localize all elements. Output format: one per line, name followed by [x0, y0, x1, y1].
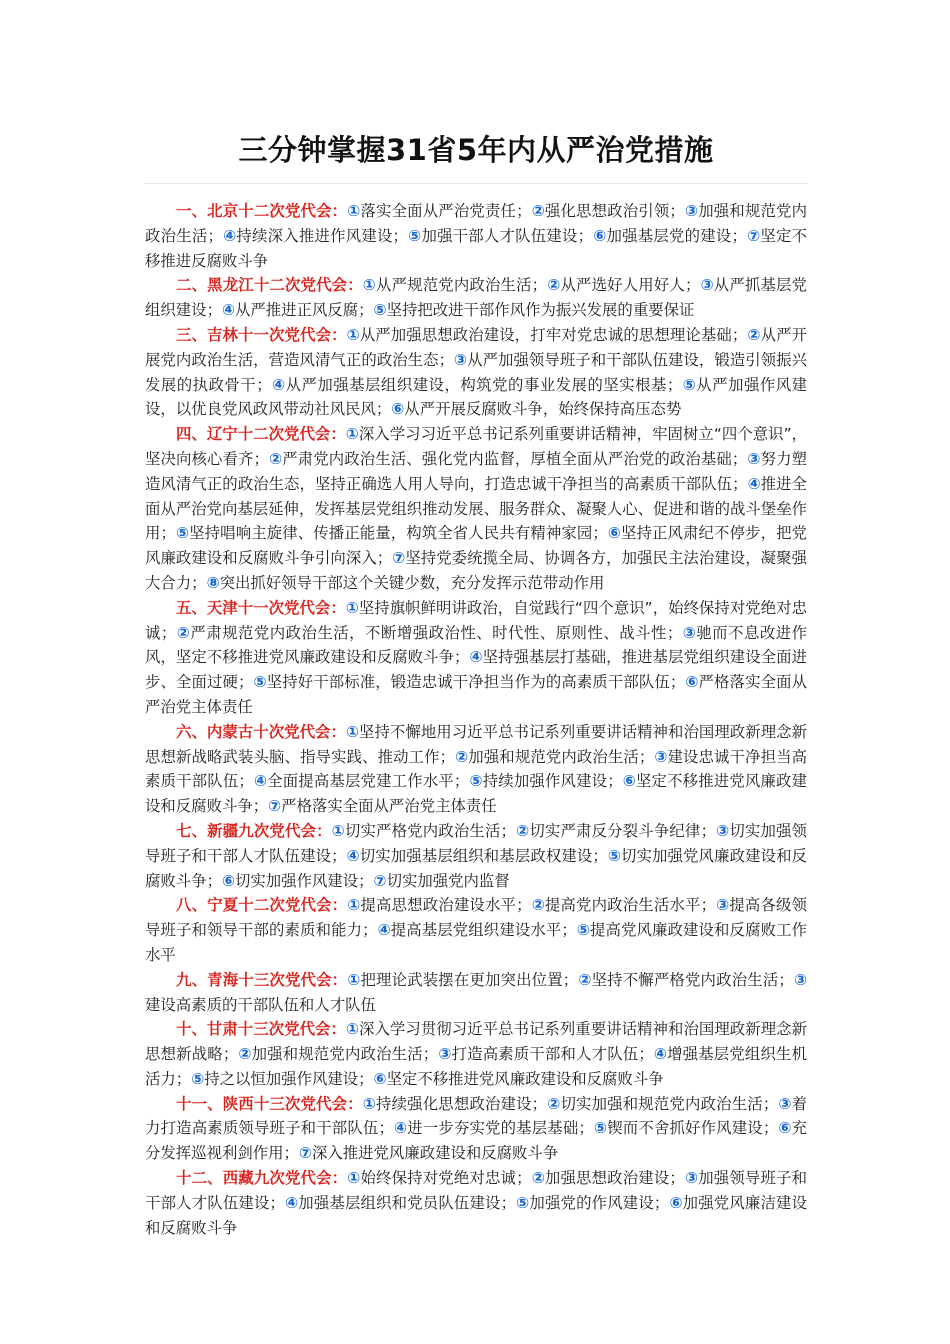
item-text: 进一步夯实党的基层基础；	[407, 1119, 594, 1138]
item-number: ②	[747, 325, 761, 344]
item-text: 提高思想政治建设水平；	[360, 896, 532, 915]
item-number: ⑤	[175, 524, 190, 543]
item-number: ②	[531, 1169, 545, 1188]
item-number: ①	[345, 722, 360, 741]
item-text: 加强党的作风建设；	[529, 1193, 670, 1212]
item-number: ④	[271, 375, 286, 394]
item-number: ②	[578, 970, 592, 989]
item-number: ⑥	[221, 871, 235, 890]
item-text: 强化思想政治引领；	[544, 202, 685, 220]
item-text: 从严抓基层党组织建设；	[145, 276, 808, 320]
item-number: ③	[654, 747, 668, 766]
section-heading: 九、青海十三次党代会：	[176, 970, 348, 989]
item-number: ③	[700, 276, 714, 295]
item-number: ①	[345, 1020, 360, 1039]
item-number: ⑤	[607, 846, 622, 865]
section-heading: 十二、西藏九次党代会：	[176, 1169, 348, 1188]
item-number: ③	[453, 350, 468, 369]
item-text: 从严推进正风反腐；	[235, 301, 374, 320]
item-number: ④	[747, 474, 761, 493]
item-text: 坚持正风肃纪不停步，把党风廉政建设和反腐败斗争引向深入；	[145, 524, 807, 568]
item-number: ⑤	[682, 375, 697, 394]
item-number: ③	[438, 1045, 452, 1064]
item-text: 把理论武装摆在更加突出位置；	[360, 970, 579, 989]
item-text: 全面提高基层党建工作水平；	[267, 772, 470, 791]
item-number: ⑥	[593, 226, 607, 245]
item-text: 从严加强基层组织建设，构筑党的事业发展的坚实根基；	[285, 375, 683, 394]
item-number: ①	[345, 425, 359, 444]
item-text: 深入学习贯彻习近平总书记系列重要讲话精神和治国理政新理念新思想新战略；	[145, 1020, 807, 1064]
item-number: ④	[393, 1119, 408, 1138]
item-text: 切实加强作风建设；	[235, 871, 374, 890]
item-text: 从严加强作风建设，以优良党风政风带动社风民风；	[145, 375, 807, 419]
item-number: ①	[347, 1169, 361, 1188]
item-number: ②	[531, 896, 545, 915]
item-text: 落实全面从严治党责任；	[360, 202, 532, 220]
item-text: 增强基层党组织生机活力；	[145, 1045, 807, 1088]
item-number: ⑧	[206, 573, 220, 592]
section-heading: 一、北京十二次党代会：	[176, 202, 348, 220]
item-number: ④	[346, 846, 360, 865]
item-text: 提高党风廉政建设和反腐败工作水平	[145, 921, 807, 964]
item-number: ⑥	[373, 1069, 387, 1088]
section-paragraph	[145, 199, 807, 273]
section-heading: 四、辽宁十二次党代会：	[176, 425, 346, 444]
item-text: 切实加强党内监督	[386, 871, 510, 890]
item-text: 提高党内政治生活水平；	[544, 896, 716, 915]
item-text: 充分发挥巡视利剑作用；	[145, 1119, 807, 1163]
document-title: 三分钟掌握31省5年内从严治党措施	[238, 133, 714, 167]
item-text: 从严加强思想政治建设，打牢对党忠诚的思想理论基础；	[359, 325, 748, 344]
item-number: ②	[547, 276, 561, 295]
item-number: ①	[347, 202, 361, 220]
item-number: ⑤	[576, 921, 590, 940]
item-text: 从严规范党内政治生活；	[376, 276, 548, 295]
item-text: 推进全面从严治党向基层延伸，发挥基层党组织推动发展、服务群众、凝聚人心、促进和谐的战斗堡垒作用；	[145, 474, 807, 543]
item-number: ⑤	[407, 226, 422, 245]
section-paragraph	[145, 893, 807, 967]
item-text: 持续深入推进作风建设；	[236, 226, 408, 245]
item-text: 坚持好干部标准，锻造忠诚干净担当作为的高素质干部队伍；	[266, 673, 686, 692]
item-number: ⑤	[191, 1069, 205, 1088]
item-text: 持续强化思想政治建设；	[376, 1094, 548, 1113]
item-text: 切实严肃反分裂斗争纪律；	[529, 821, 716, 840]
item-number: ⑦	[268, 797, 282, 816]
section-heading: 二、黑龙江十二次党代会：	[176, 276, 363, 295]
item-text: 持之以恒加强作风建设；	[204, 1069, 374, 1088]
item-text: 坚持把改进干部作风作为振兴发展的重要保证	[386, 301, 695, 320]
item-text: 坚持唱响主旋律、传播正能量，构筑全省人民共有精神家园；	[189, 524, 608, 543]
item-text: 严格落实全面从严治党主体责任	[281, 797, 497, 816]
item-number: ④	[469, 648, 483, 667]
item-text: 坚定不移推进反腐败斗争	[145, 226, 808, 270]
item-number: ⑤	[373, 301, 387, 320]
item-text: 加强基层组织和党员队伍建设；	[298, 1193, 516, 1212]
item-text: 加强基层党的建设；	[606, 226, 747, 245]
item-number: ④	[253, 772, 268, 791]
item-text: 切实加强和规范党内政治生活；	[560, 1094, 779, 1113]
item-number: ③	[793, 970, 807, 989]
item-text: 坚持不懈地用习近平总书记系列重要讲话精神和治国理政新理念新思想新战略武装头脑、指导实践、推动工作；	[145, 722, 807, 766]
item-text: 锲而不舍抓好作风建设；	[607, 1119, 779, 1138]
item-number: ⑦	[373, 871, 387, 890]
item-number: ③	[684, 202, 699, 220]
item-text: 严肃规范党内政治生活，不断增强政治性、时代性、原则性、战斗性；	[190, 623, 683, 642]
item-text: 加强干部人才队伍建设；	[421, 226, 594, 245]
item-number: ④	[284, 1193, 299, 1212]
title-divider	[145, 183, 807, 184]
item-text: 切实严格党内政治生活；	[344, 821, 516, 840]
item-text: 加强和规范党内政治生活；	[468, 747, 655, 766]
item-number: ⑦	[746, 226, 761, 245]
item-number: ③	[682, 623, 697, 642]
section-paragraph	[145, 1017, 807, 1091]
item-number: ⑦	[298, 1144, 312, 1163]
item-number: ①	[346, 325, 360, 344]
section-paragraph	[145, 596, 807, 720]
item-number: ④	[222, 226, 237, 245]
item-number: ⑥	[622, 772, 636, 791]
item-number: ⑤	[516, 1193, 530, 1212]
item-text: 加强和规范党内政治生活；	[145, 202, 808, 245]
item-text: 深入推进党风廉政建设和反腐败斗争	[311, 1144, 559, 1163]
item-number: ①	[347, 970, 361, 989]
item-number: ②	[268, 449, 283, 468]
item-text: 建设高素质的干部队伍和人才队伍	[145, 995, 376, 1014]
item-number: ①	[362, 1094, 377, 1113]
item-text: 坚持旗帜鲜明讲政治，自觉践行“四个意识”，始终保持对党绝对忠诚；	[145, 598, 807, 642]
item-text: 打造高素质干部和人才队伍；	[451, 1045, 654, 1064]
item-number: ③	[684, 1169, 699, 1188]
item-text: 从严加强领导班子和干部队伍建设，锻造引领振兴发展的执政骨干；	[145, 350, 807, 394]
item-text: 严格落实全面从严治党主体责任	[145, 673, 807, 716]
section-paragraph	[145, 422, 807, 596]
item-text: 坚持党委统揽全局、协调各方，加强民主法治建设，凝聚强大合力；	[145, 549, 807, 592]
document-body	[145, 199, 807, 1240]
section-heading: 六、内蒙古十次党代会：	[176, 722, 346, 741]
item-text: 着力打造高素质领导班子和干部队伍；	[145, 1094, 808, 1138]
item-number: ⑥	[778, 1119, 792, 1138]
item-text: 持续加强作风建设；	[482, 772, 623, 791]
item-text: 加强和规范党内政治生活；	[251, 1045, 439, 1064]
item-number: ③	[747, 449, 761, 468]
item-number: ③	[778, 1094, 792, 1113]
item-number: ⑦	[392, 549, 406, 568]
item-number: ①	[362, 276, 377, 295]
section-paragraph	[145, 968, 807, 1018]
item-number: ①	[345, 598, 359, 617]
item-number: ⑤	[593, 1119, 608, 1138]
section-heading: 三、吉林十一次党代会：	[176, 325, 347, 344]
item-number: ⑥	[607, 524, 622, 543]
item-text: 严肃党内政治生活、强化党内监督，厚植全面从严治党的政治基础；	[282, 449, 748, 468]
item-text: 提高各级领导班子和领导干部的素质和能力；	[145, 896, 808, 940]
item-number: ②	[238, 1045, 252, 1064]
item-number: ②	[515, 821, 530, 840]
item-number: ②	[531, 202, 545, 220]
item-text: 坚定不移推进党风廉政建设和反腐败斗争	[386, 1069, 664, 1088]
section-paragraph	[145, 323, 807, 422]
item-text: 切实加强党风廉政建设和反腐败斗争；	[145, 846, 807, 890]
item-text: 建设忠诚干净担当高素质干部队伍；	[145, 747, 807, 791]
section-heading: 五、天津十一次党代会：	[176, 598, 346, 617]
section-heading: 八、宁夏十二次党代会：	[176, 896, 348, 915]
item-number: ⑥	[685, 673, 699, 692]
item-number: ①	[331, 821, 345, 840]
item-text: 坚定不移推进党风廉政建设和反腐败斗争；	[145, 772, 807, 816]
item-text: 加强思想政治建设；	[544, 1169, 685, 1188]
section-paragraph	[145, 273, 807, 323]
item-text: 突出抓好领导干部这个关键少数，充分发挥示范带动作用	[219, 573, 605, 592]
item-number: ③	[715, 896, 730, 915]
item-text: 切实加强基层组织和基层政权建设；	[359, 846, 608, 865]
item-text: 驰而不息改进作风，坚定不移推进党风廉政建设和反腐败斗争；	[145, 623, 807, 667]
item-text: 从严选好人用好人；	[560, 276, 701, 295]
item-number: ③	[715, 821, 730, 840]
item-text: 努力塑造风清气正的政治生态，坚持正确选人用人导向，打造忠诚干净担当的高素质干部队伍；	[145, 449, 807, 493]
item-number: ①	[347, 896, 361, 915]
item-text: 从严开展反腐败斗争，始终保持高压态势	[404, 400, 682, 419]
item-number: ④	[377, 921, 391, 940]
item-text: 切实加强领导班子和干部人才队伍建设；	[145, 821, 808, 865]
item-number: ②	[176, 623, 191, 642]
item-number: ⑤	[253, 673, 267, 692]
item-number: ⑤	[469, 772, 483, 791]
section-heading: 十、甘肃十三次党代会：	[176, 1020, 346, 1039]
item-number: ②	[547, 1094, 561, 1113]
item-text: 加强领导班子和干部人才队伍建设；	[145, 1169, 808, 1212]
section-paragraph	[145, 1092, 807, 1166]
item-text: 始终保持对党绝对忠诚；	[360, 1169, 532, 1188]
item-text: 提高基层党组织建设水平；	[390, 921, 577, 940]
section-heading: 七、新疆九次党代会：	[176, 821, 332, 840]
item-number: ④	[653, 1045, 668, 1064]
item-text: 坚持不懈严格党内政治生活；	[591, 970, 794, 989]
item-text: 坚持强基层打基础，推进基层党组织建设全面进步、全面过硬；	[145, 648, 807, 692]
item-number: ②	[455, 747, 469, 766]
section-paragraph	[145, 1166, 807, 1240]
section-paragraph	[145, 819, 807, 893]
section-paragraph	[145, 720, 807, 819]
section-heading: 十一、陕西十三次党代会：	[176, 1094, 363, 1113]
item-number: ⑥	[391, 400, 405, 419]
item-text: 加强党风廉洁建设和反腐败斗争	[145, 1193, 807, 1237]
item-number: ⑥	[669, 1193, 683, 1212]
item-text: 深入学习习近平总书记系列重要讲话精神，牢固树立“四个意识”，坚决向核心看齐；	[145, 425, 807, 468]
item-number: ④	[221, 301, 235, 320]
item-text: 从严开展党内政治生活，营造风清气正的政治生态；	[145, 325, 807, 369]
